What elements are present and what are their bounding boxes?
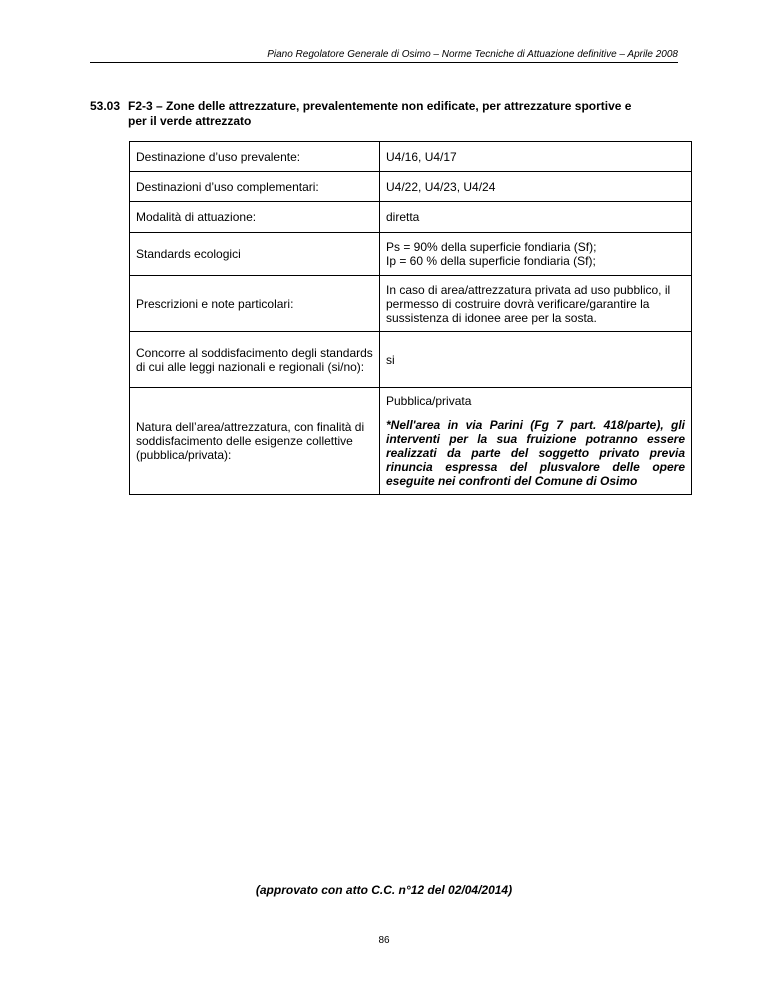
table-row [130, 276, 692, 332]
row-label: Destinazioni d’uso complementari: [130, 172, 380, 202]
row-note: *Nell'area in via Parini (Fg 7 part. 418/parte), gli interventi per la sua fruizione potranno essere realizzati da parte del soggetto privato previa rinuncia espressa del plusvalore delle opere eseguite nei confronti del Comune di Osimo [386, 418, 685, 488]
row-label: Modalità di attuazione: [130, 202, 380, 233]
row-value: diretta [380, 202, 692, 233]
row-label: Destinazione d’uso prevalente: [130, 142, 380, 172]
table-row [130, 172, 692, 202]
approval-note: (approvato con atto C.C. n°12 del 02/04/2014) [255, 883, 513, 897]
row-value [380, 388, 692, 495]
value-text: Pubblica/privata [386, 394, 472, 408]
value-line: Ps = 90% della superficie fondiaria (Sf); [386, 240, 597, 254]
row-label: Prescrizioni e note particolari: [130, 276, 380, 332]
row-value [380, 233, 692, 276]
row-value: U4/22, U4/23, U4/24 [380, 172, 692, 202]
running-header: Piano Regolatore Generale di Osimo – Norme Tecniche di Attuazione definitive – Aprile 2008 [90, 49, 678, 63]
page-number: 86 [378, 935, 390, 946]
row-value: U4/16, U4/17 [380, 142, 692, 172]
table-row [130, 202, 692, 233]
section-title-line2: per il verde attrezzato [128, 114, 252, 128]
value-line: Ip = 60 % della superficie fondiaria (Sf); [386, 254, 596, 268]
row-label: Natura dell’area/attrezzatura, con finalità di soddisfacimento delle esigenze collettive (pubblica/privata): [130, 388, 380, 495]
table-row [130, 142, 692, 172]
section-title-line1: F2-3 – Zone delle attrezzature, prevalentemente non edificate, per attrezzature sportive e [128, 99, 632, 113]
section-number: 53.03 [90, 99, 121, 113]
row-value: si [380, 332, 692, 388]
table-row [130, 233, 692, 276]
row-label: Standards ecologici [130, 233, 380, 276]
section-title [90, 99, 690, 129]
row-value: In caso di area/attrezzatura privata ad uso pubblico, il permesso di costruire dovrà verificare/garantire la sussistenza di idonee aree per la sosta. [380, 276, 692, 332]
norms-table [129, 141, 692, 495]
table-row [130, 332, 692, 388]
table-row [130, 388, 692, 495]
row-label: Concorre al soddisfacimento degli standards di cui alle leggi nazionali e regionali (si/no): [130, 332, 380, 388]
